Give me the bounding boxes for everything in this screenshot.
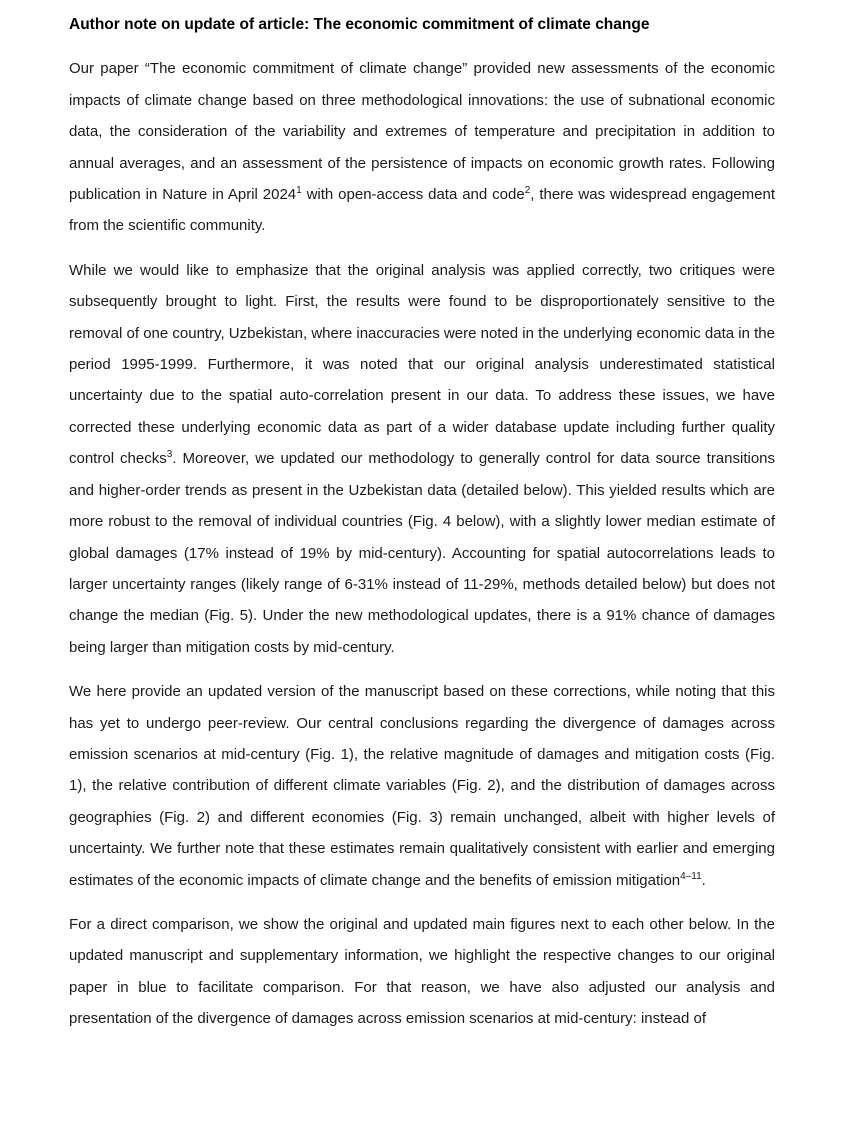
paragraph-text: For a direct comparison, we show the original and updated main figures next to each other below. In the updated manuscript and supplementary information, we highlight the respective changes to our original paper in blue to facilitate comparison. For that reason, we have also adjusted our analysis and presentation of the divergence of damages across emission scenarios at mid-century: instead of bbox=[69, 915, 775, 1028]
paragraph bbox=[69, 909, 775, 1035]
paragraph-text: with open-access data and code bbox=[301, 186, 525, 204]
paragraph-text: While we would like to emphasize that the original analysis was applied correctly, two critiques were subsequently brought to light. First, the results were found to be disproportionately sensitive to the removal of one country, Uzbekistan, where inaccuracies were noted in the underlying economic data in the period 1995-1999. Furthermore, it was noted that our original analysis underestimated statistical uncertainty due to the spatial auto-correlation present in our data. To address these issues, we have corrected these underlying economic data as part of a wider database update including further quality control checks bbox=[69, 261, 775, 468]
paragraph-text: . bbox=[701, 871, 706, 889]
document-title: Author note on update of article: The economic commitment of climate change bbox=[69, 16, 650, 33]
citation-superscript: 3 bbox=[166, 449, 173, 461]
paragraph bbox=[69, 255, 775, 663]
paragraph bbox=[69, 53, 775, 241]
paragraph-text: We here provide an updated version of the manuscript based on these corrections, while noting that this has yet to undergo peer-review. Our central conclusions regarding the divergence of damages across emission scenarios at mid-century (Fig. 1), the relative magnitude of damages and mitigation costs (Fig. 1), the relative contribution of different climate variables (Fig. 2), and the distribution of damages across geographies (Fig. 2) and different economies (Fig. 3) remain unchanged, albeit with higher levels of uncertainty. We further note that these estimates remain qualitatively consistent with earlier and emerging estimates of the economic impacts of climate change and the benefits of emission mitigation bbox=[69, 683, 775, 889]
citation-superscript: 2 bbox=[524, 185, 531, 197]
citation-superscript: 4–11 bbox=[680, 870, 702, 882]
document-body bbox=[69, 53, 775, 1034]
paragraph-text: , there was widespread engagement from the scientific community. bbox=[69, 186, 775, 235]
paragraph-text: Our paper “The economic commitment of climate change” provided new assessments of the economic impacts of climate change based on three methodological innovations: the use of subnational economic data, the consideration of the variability and extremes of temperature and precipitation in addition to annual averages, and an assessment of the persistence of impacts on economic growth rates. Following publication in Nature in April 2024 bbox=[69, 60, 775, 204]
paragraph bbox=[69, 676, 775, 896]
paragraph-text: . Moreover, we updated our methodology to generally control for data source transitions and higher-order trends as present in the Uzbekistan data (detailed below). This yielded results which are more robust to the removal of individual countries (Fig. 4 below), with a slightly lower median estimate of global damages (17% instead of 19% by mid-century). Accounting for spatial autocorrelations leads to larger uncertainty ranges (likely range of 6-31% instead of 11-29%, methods detailed below) but does not change the median (Fig. 5). Under the new methodological updates, there is a 91% chance of damages being larger than mitigation costs by mid-century. bbox=[69, 450, 776, 656]
citation-superscript: 1 bbox=[296, 185, 302, 197]
